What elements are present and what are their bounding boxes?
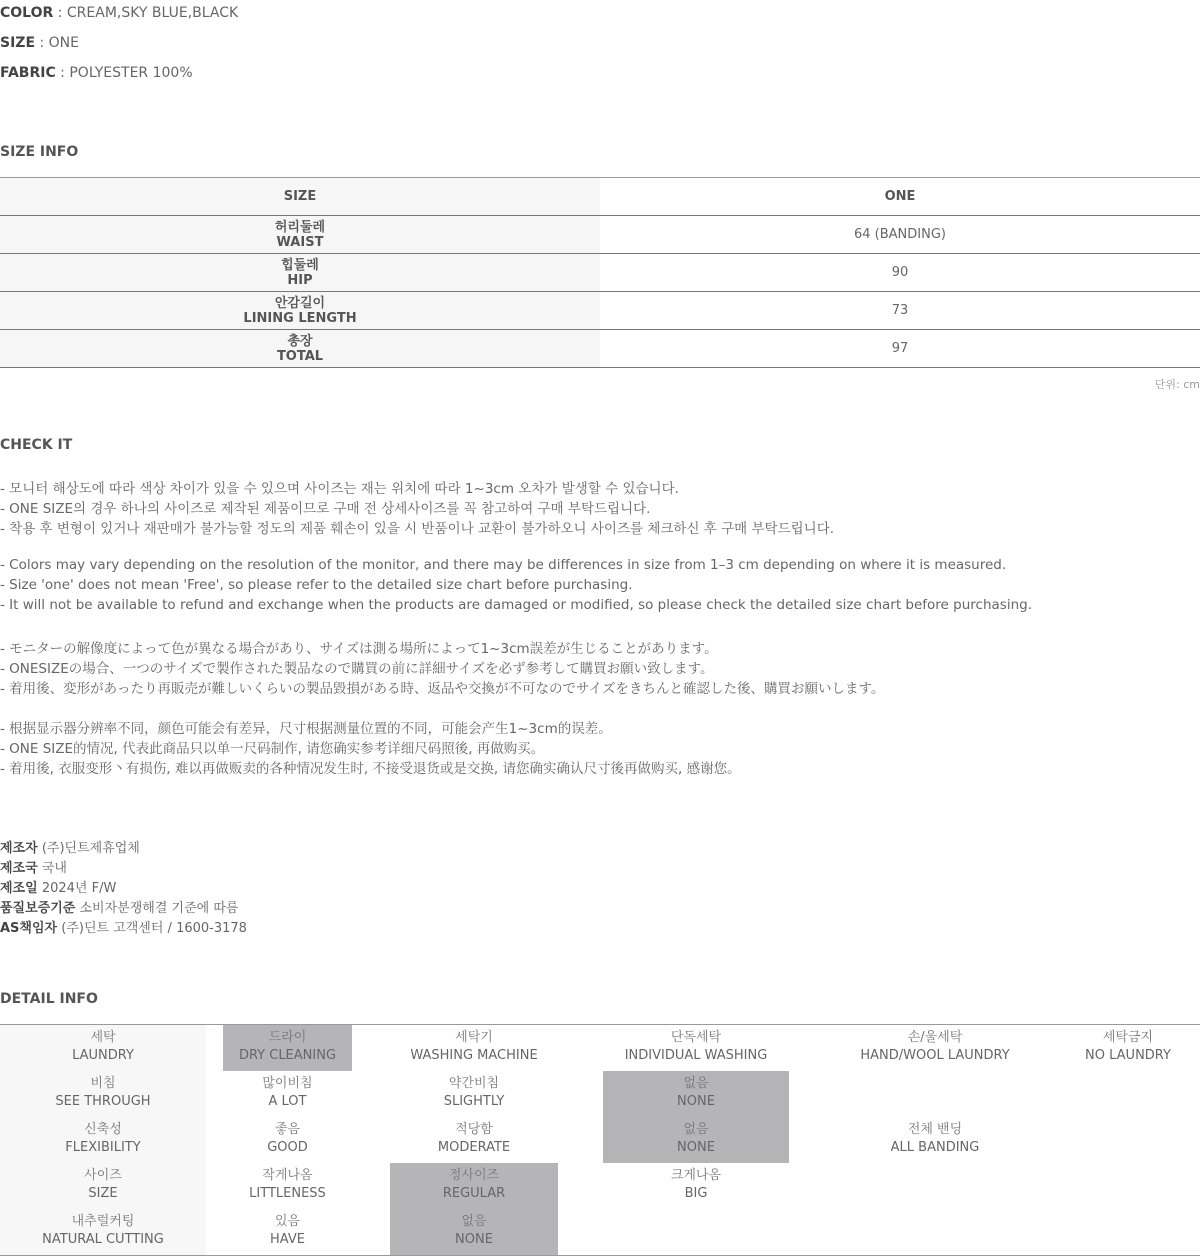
detail-en: FLEXIBILITY	[65, 1140, 141, 1155]
option-big	[603, 1167, 789, 1203]
maker-value: (주)딘트 고객센터 / 1600-3178	[57, 921, 247, 936]
detail-label-size	[0, 1167, 206, 1203]
detail-en: LAUNDRY	[72, 1048, 134, 1063]
option-ko: 좋음	[274, 1122, 301, 1137]
measure-label	[0, 254, 600, 292]
option-ko: 정사이즈	[448, 1168, 500, 1183]
measure-label-ko: 허리둘레	[274, 219, 326, 235]
option-have	[223, 1213, 352, 1249]
option-en: A LOT	[268, 1094, 307, 1109]
option-en: ALL BANDING	[890, 1140, 980, 1155]
option-none	[390, 1213, 558, 1249]
option-en: NONE	[677, 1140, 715, 1155]
option-littleness	[223, 1167, 352, 1203]
option-all-banding	[840, 1121, 1030, 1157]
spec-key: SIZE	[0, 35, 36, 51]
measure-label-en: TOTAL	[276, 348, 324, 364]
measure-value: 64 (BANDING)	[600, 216, 1200, 254]
option-ko: 세탁금지	[1102, 1030, 1154, 1045]
spec-key: FABRIC	[0, 65, 56, 81]
measure-label	[0, 330, 600, 368]
measure-label-ko: 힙둘레	[281, 257, 319, 273]
detail-label-natural-cutting	[0, 1213, 206, 1249]
check-line: - モニターの解像度によって色が異なる場合があり、サイズは測る場所によって1~3cm誤差が生じることがあります。	[0, 641, 718, 657]
option-en: INDIVIDUAL WASHING	[624, 1048, 768, 1063]
option-en: NONE	[677, 1094, 715, 1109]
option-en: WASHING MACHINE	[410, 1048, 538, 1063]
check-line: - ONE SIZE的情况, 代表此商品只以单一尺码制作, 请您确实参考详细尺码照後, 再做购买。	[0, 741, 545, 757]
maker-key: 제조국	[0, 861, 38, 876]
option-regular	[390, 1167, 558, 1203]
size-table	[0, 177, 1200, 368]
maker-key: AS책임자	[0, 921, 58, 936]
check-line: - 着用後, 衣服变形丶有损伤, 难以再做贩卖的各种情况发生时, 不接受退货或是交换, 请您确实确认尺寸後再做购买, 感谢您。	[0, 761, 741, 777]
check-line: - 根据显示器分辨率不同，颜色可能会有差异，尺寸根据测量位置的不同，可能会产生1~3cm的误差。	[0, 721, 612, 737]
option-ko: 없음	[683, 1122, 709, 1137]
check-line: - Size 'one' does not mean 'Free', so please refer to the detailed size chart before purchasing.	[0, 577, 633, 593]
check-line: - 모니터 해상도에 따라 색상 차이가 있을 수 있으며 사이즈는 재는 위치에 따라 1~3cm 오차가 발생할 수 있습니다.	[0, 481, 679, 497]
detail-ko: 세탁	[90, 1030, 116, 1045]
option-none	[603, 1075, 789, 1111]
maker-value: 국내	[37, 861, 67, 876]
maker-country	[0, 857, 67, 876]
measure-value: 97	[600, 330, 1200, 368]
spec-value: : POLYESTER 100%	[55, 65, 193, 81]
maker-value: 2024년 F/W	[37, 881, 117, 896]
option-ko: 많이비침	[262, 1076, 313, 1091]
maker-value: (주)딘트제휴업체	[37, 841, 140, 856]
table-row	[0, 330, 1200, 368]
spec-size	[0, 35, 79, 51]
option-slightly	[390, 1075, 558, 1111]
measure-label	[0, 216, 600, 254]
option-hand-wool-laundry	[840, 1029, 1030, 1065]
option-ko: 적당함	[455, 1122, 493, 1137]
option-ko: 세탁기	[455, 1030, 493, 1045]
option-a-lot	[223, 1075, 352, 1111]
measure-label-en: HIP	[287, 272, 313, 288]
check-line: - 着用後、変形があったり再販売が難しいくらいの製品毀損がある時、返品や交換が不可なのでサイズをきちんと確認した後、購買お願いします。	[0, 681, 885, 697]
option-ko: 있음	[274, 1214, 301, 1229]
detail-label-see-through	[0, 1075, 206, 1111]
check-line: - ONESIZEの場合、一つのサイズで製作された製品なので購買の前に詳細サイズを必ず参考して購買お願い致します。	[0, 661, 714, 677]
maker-date	[0, 877, 116, 896]
check-line: - ONE SIZE의 경우 하나의 사이즈로 제작된 제품이므로 구매 전 상세사이즈를 꼭 참고하여 구매 부탁드립니다.	[0, 501, 651, 517]
option-no-laundry	[1068, 1029, 1188, 1065]
detail-ko: 비침	[90, 1076, 116, 1091]
option-en: MODERATE	[437, 1140, 511, 1155]
option-ko: 없음	[683, 1076, 709, 1091]
option-ko: 드라이	[268, 1030, 307, 1045]
option-ko: 약간비침	[448, 1076, 500, 1091]
table-row	[0, 216, 1200, 254]
option-en: HAND/WOOL LAUNDRY	[860, 1048, 1010, 1063]
spec-value: : ONE	[35, 35, 79, 51]
option-ko: 전체 밴딩	[907, 1122, 963, 1137]
measure-label-en: WAIST	[276, 234, 324, 250]
option-en: NONE	[455, 1232, 493, 1247]
check-it-title: CHECK IT	[0, 437, 73, 453]
option-ko: 없음	[461, 1214, 487, 1229]
option-none	[603, 1121, 789, 1157]
maker-value: 소비자분쟁해결 기준에 따름	[75, 901, 239, 916]
size-header-label: SIZE	[0, 178, 600, 216]
maker-key: 품질보증기준	[0, 901, 76, 916]
spec-key: COLOR	[0, 5, 54, 21]
detail-ko: 내추럴커팅	[71, 1214, 135, 1229]
unit-note: 단위: cm	[1154, 378, 1200, 391]
detail-info-title: DETAIL INFO	[0, 991, 98, 1007]
measure-label-ko: 안감길이	[274, 295, 326, 311]
spec-color	[0, 5, 238, 21]
size-info-title: SIZE INFO	[0, 144, 79, 160]
option-en: HAVE	[270, 1232, 305, 1247]
detail-ko: 사이즈	[84, 1168, 122, 1183]
option-en: REGULAR	[442, 1186, 506, 1201]
option-en: SLIGHTLY	[443, 1094, 505, 1109]
option-en: BIG	[684, 1186, 708, 1201]
measure-label-ko: 총장	[287, 333, 313, 349]
option-ko: 손/울세탁	[907, 1030, 963, 1045]
detail-ko: 신축성	[84, 1122, 122, 1137]
maker-key: 제조자	[0, 841, 38, 856]
check-line: - 착용 후 변형이 있거나 재판매가 불가능할 정도의 제품 훼손이 있을 시 반품이나 교환이 불가하오니 사이즈를 체크하신 후 구매 부탁드립니다.	[0, 521, 835, 537]
spec-value: : CREAM,SKY BLUE,BLACK	[53, 5, 239, 21]
option-ko: 크게나옴	[670, 1168, 722, 1183]
option-washing-machine	[390, 1029, 558, 1065]
option-individual-washing	[603, 1029, 789, 1065]
detail-en: NATURAL CUTTING	[42, 1232, 164, 1247]
spec-fabric	[0, 65, 193, 81]
maker-quality	[0, 897, 238, 916]
detail-label-laundry	[0, 1029, 206, 1065]
option-en: DRY CLEANING	[238, 1048, 337, 1063]
maker-key: 제조일	[0, 881, 38, 896]
option-moderate	[390, 1121, 558, 1157]
table-row	[0, 292, 1200, 330]
maker-manufacturer	[0, 837, 140, 856]
size-header-value: ONE	[600, 178, 1200, 216]
option-ko: 작게나옴	[262, 1168, 313, 1183]
option-ko: 단독세탁	[670, 1030, 722, 1045]
check-line: - It will not be available to refund and exchange when the products are damaged or modified, so please check the detailed size chart before purchasing.	[0, 597, 1032, 613]
measure-label-en: LINING LENGTH	[243, 310, 357, 326]
measure-value: 90	[600, 254, 1200, 292]
table-row	[0, 254, 1200, 292]
detail-en: SIZE	[88, 1186, 118, 1201]
option-en: NO LAUNDRY	[1085, 1048, 1171, 1063]
size-table-header	[0, 178, 1200, 216]
measure-value: 73	[600, 292, 1200, 330]
check-line: - Colors may vary depending on the resolution of the monitor, and there may be differences in size from 1–3 cm depending on where it is measured.	[0, 557, 1007, 573]
option-dry-cleaning	[223, 1029, 352, 1065]
option-en: GOOD	[267, 1140, 308, 1155]
option-good	[223, 1121, 352, 1157]
maker-as	[0, 917, 247, 936]
measure-label	[0, 292, 600, 330]
detail-en: SEE THROUGH	[55, 1094, 151, 1109]
option-en: LITTLENESS	[249, 1186, 326, 1201]
detail-label-flexibility	[0, 1121, 206, 1157]
